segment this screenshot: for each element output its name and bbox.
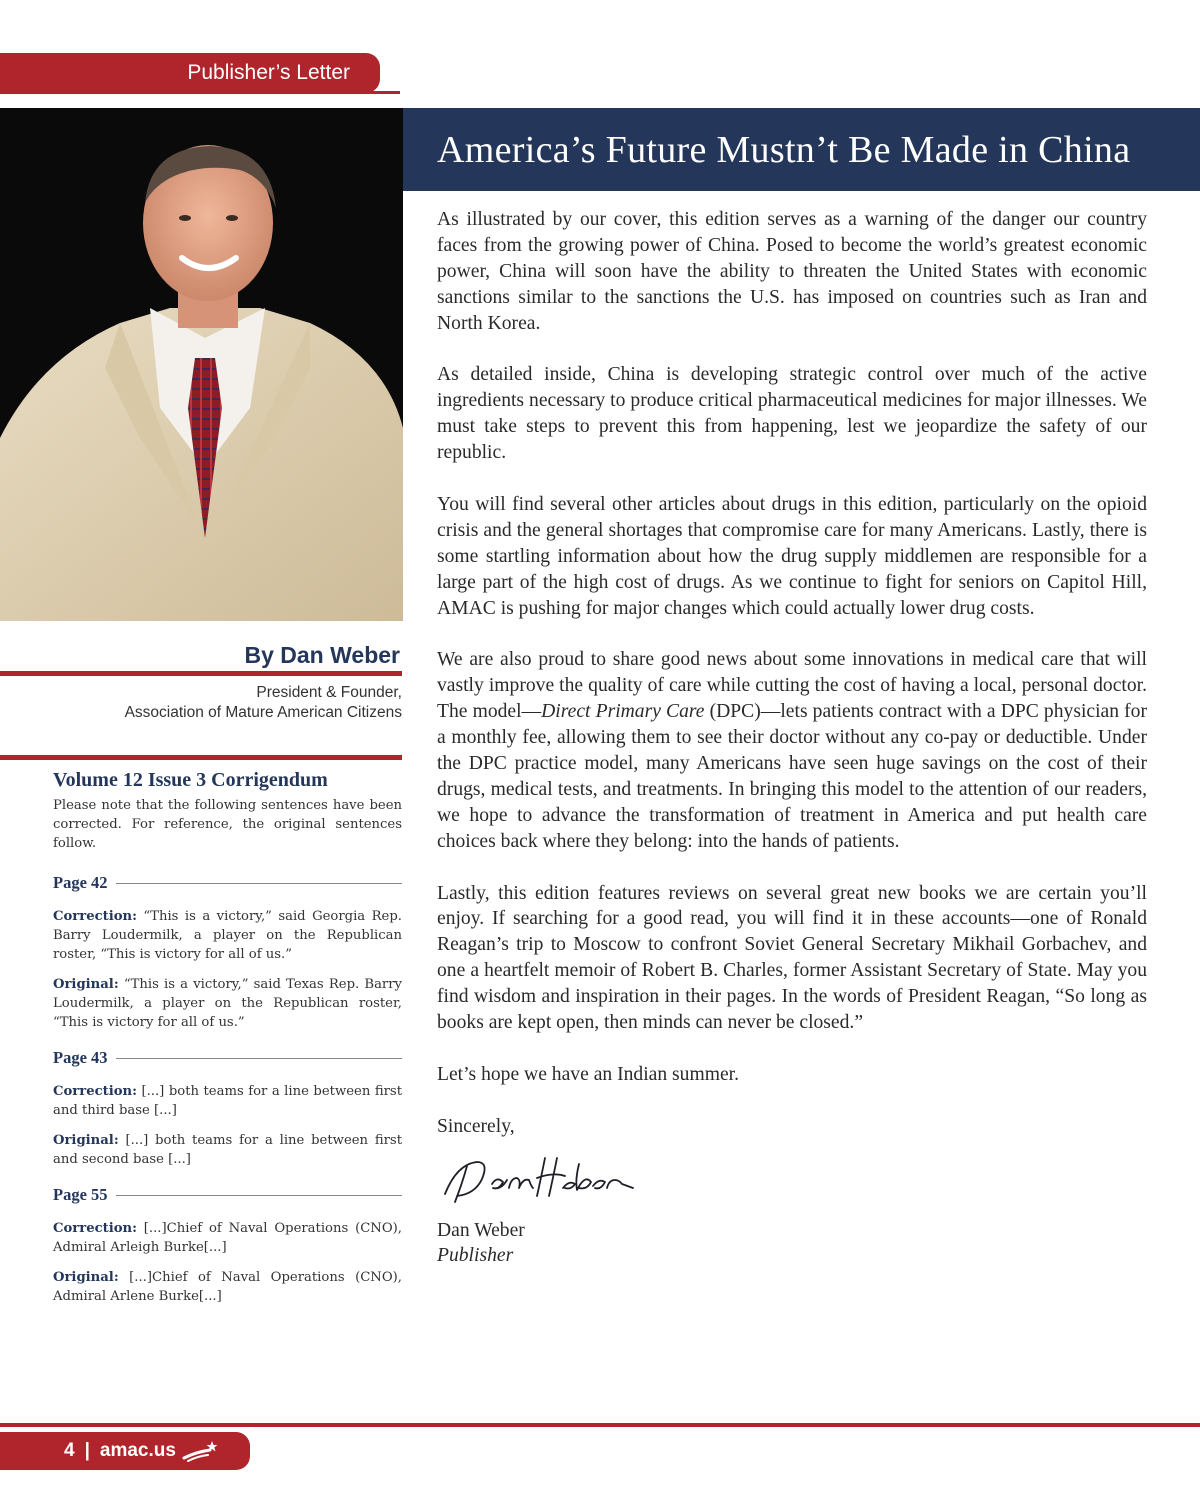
byline-name: By Dan Weber	[244, 642, 400, 668]
correction-text: “This is a victory,” said Georgia Rep. Barry Loudermilk, a player on the Republican roster, “This is victory for all of us.”	[53, 909, 402, 962]
article-paragraph: As illustrated by our cover, this edition serves as a warning of the danger our country faces from the growing power of China. Posed to become the world’s greatest economic power, China will soon have the ability to threaten the United States with economic sanctions similar to the sanctions the U.S. has imposed on countries such as Iran and North Korea.	[437, 209, 1147, 334]
original-label: Original:	[53, 1133, 119, 1148]
corrigendum-heading: Volume 12 Issue 3 Corrigendum	[53, 769, 328, 791]
page-heading-label: Page 55	[53, 1185, 108, 1204]
footer-site-link[interactable]: amac.us	[99, 1440, 176, 1461]
original-text: [...] both teams for a line between first and second base [...]	[53, 1133, 402, 1167]
author-photo	[0, 108, 403, 621]
section-tab-underline	[0, 91, 400, 94]
correction-entry	[53, 907, 402, 964]
correction-text: [...] both teams for a line between first and third base [...]	[53, 1084, 402, 1118]
article-text: (DPC)—lets patients contract with a DPC physician for a monthly fee, allowing them to see their doctor without any co-pay or deductible. Under the DPC practice model, many Americans have seen huge savings on the cost of their drugs, medical tests, and treatments. In bringing this model to the attention of our readers, we hope to advance the transformation of treatment in America and put health care choices back where they belong: into the hands of patients.	[437, 701, 1147, 852]
article-paragraph: You will find several other articles about drugs in this edition, particularly on the opioid crisis and the general shortages that compromise care for many Americans. Lastly, there is some startling information about how the drug supply middlemen are responsible for a large part of the high cost of drugs. As we continue to fight for seniors on Capitol Hill, AMAC is pushing for major changes which could actually lower drug costs.	[437, 493, 1147, 619]
signature-drawing	[437, 1144, 637, 1208]
footer-tab	[0, 1432, 250, 1470]
sidebar-divider	[0, 755, 402, 760]
article-emphasis: Direct Primary Care	[541, 701, 705, 723]
original-entry	[53, 975, 402, 1032]
footer-divider	[0, 1423, 1200, 1427]
article-body	[437, 207, 1147, 1269]
article-paragraph: As detailed inside, China is developing strategic control over much of the active ingredients necessary to produce critical pharmaceutical medicines for major illnesses. We must take steps to prevent this from happening, lest we jeopardize the safety of our republic.	[437, 364, 1147, 464]
page-heading-rule	[116, 1195, 402, 1196]
page-heading-label: Page 43	[53, 1048, 108, 1067]
section-label: Publisher’s Letter	[187, 61, 350, 84]
corrigendum-page-heading	[53, 873, 402, 893]
page-number: 4	[64, 1440, 75, 1461]
byline-role-line2: Association of Mature American Citizens	[124, 704, 402, 721]
original-label: Original:	[53, 1270, 119, 1285]
article-paragraph	[437, 647, 1147, 854]
correction-label: Correction:	[53, 1221, 137, 1236]
handwritten-signature	[437, 1144, 1147, 1208]
signer-name: Dan Weber	[437, 1219, 525, 1241]
article-text: We are also proud to share good news about some innovations in medical care that will vastly improve the quality of care while cutting the cost of having a local, personal doctor. The model—	[437, 649, 1147, 723]
corrigendum-page-heading	[53, 1048, 402, 1068]
correction-entry	[53, 1082, 402, 1120]
byline-divider	[0, 671, 402, 676]
correction-label: Correction:	[53, 909, 137, 924]
correction-label: Correction:	[53, 1084, 137, 1099]
original-text: “This is a victory,” said Texas Rep. Barry Loudermilk, a player on the Republican roster, “This is victory for all of us.”	[53, 977, 402, 1030]
byline-role	[0, 683, 402, 723]
section-tab	[0, 53, 380, 93]
original-entry	[53, 1131, 402, 1169]
page-heading-rule	[116, 1058, 402, 1059]
signer-title: Publisher	[437, 1245, 514, 1267]
page-heading-label: Page 42	[53, 873, 108, 892]
correction-text: [...]Chief of Naval Operations (CNO), Admiral Arleigh Burke[...]	[53, 1221, 402, 1255]
correction-entry	[53, 1219, 402, 1257]
original-entry	[53, 1268, 402, 1306]
corrigendum-page-heading	[53, 1185, 402, 1205]
article-title-bar	[403, 108, 1200, 191]
footer-separator: |	[84, 1440, 90, 1461]
author-portrait-illustration	[0, 108, 403, 621]
article-paragraph: Let’s hope we have an Indian summer.	[437, 1063, 739, 1085]
article-title: America’s Future Mustn’t Be Made in China	[437, 128, 1131, 171]
amac-swoosh-star-icon	[182, 1440, 218, 1462]
corrigendum-intro: Please note that the following sentences have been corrected. For reference, the original sentences follow.	[53, 798, 402, 851]
closing-salutation: Sincerely,	[437, 1115, 515, 1137]
byline-role-line1: President & Founder,	[256, 684, 402, 701]
original-text: [...]Chief of Naval Operations (CNO), Admiral Arlene Burke[...]	[53, 1270, 402, 1304]
article-paragraph: Lastly, this edition features reviews on several great new books we are certain you’ll enjoy. If searching for a good read, you will find it in these accounts—one of Ronald Reagan’s trip to Moscow to confront Soviet General Secretary Mikhail Gorbachev, and one a heartfelt memoir of Robert B. Charles, former Assistant Secretary of State. May you find wisdom and inspiration in their pages. In the words of President Reagan, “So long as books are kept open, then minds can never be closed.”	[437, 882, 1147, 1034]
page-heading-rule	[116, 883, 402, 884]
corrigendum-sidebar	[53, 768, 402, 1306]
original-label: Original:	[53, 977, 119, 992]
